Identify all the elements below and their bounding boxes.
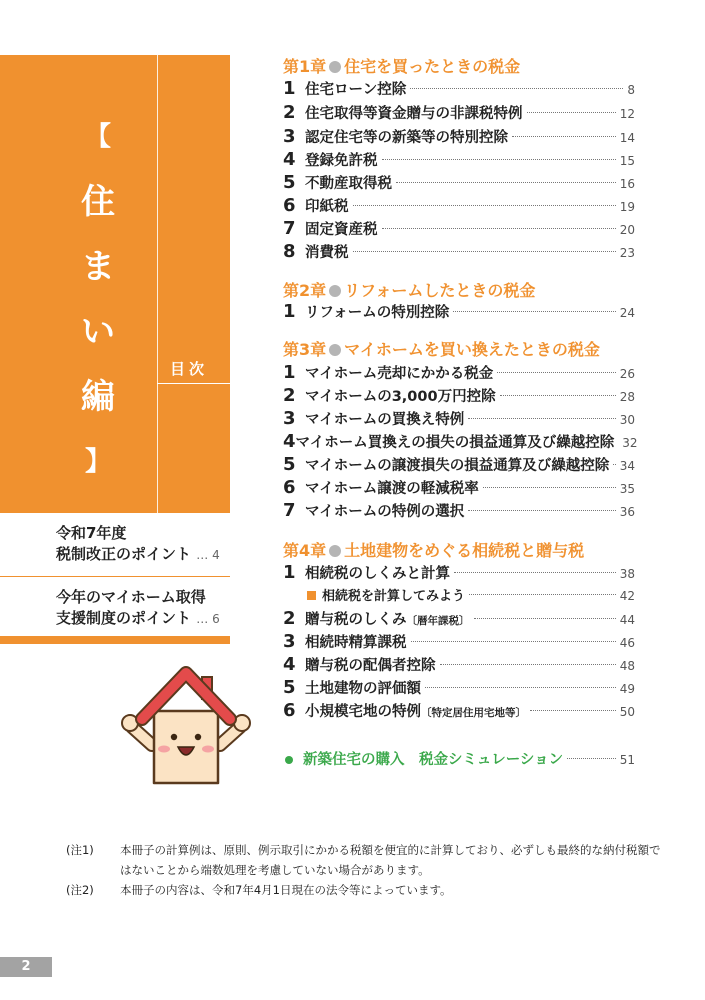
toc-item[interactable]: 4 贈与税の配偶者控除 48 [283,654,635,675]
simulation-link[interactable] [285,748,635,769]
toc-item[interactable]: 3 マイホームの買換え特例 30 [283,408,635,429]
title-char: 【 [84,122,111,152]
chapter-heading: 第4章 土地建物をめぐる相続税と贈与税 [283,541,585,560]
toc-item[interactable]: 8 消費税 23 [283,241,635,262]
note-label: (注2) [66,883,94,897]
bullet-icon [329,344,341,356]
page-ref: … 4 [196,548,220,562]
green-dot-icon [285,756,293,764]
toc-item[interactable]: 1 住宅ローン控除 8 [283,78,635,99]
note-label: (注1) [66,843,94,857]
bullet-icon [329,545,341,557]
point-title: 税制改正のポイント [56,545,192,563]
divider [0,636,230,644]
toc-item[interactable]: 1 リフォームの特別控除 24 [283,301,635,322]
note-text: 本冊子の計算例は、原則、例示取引にかかる税額を便宜的に計算しており、必ずしも最終的な納付税額で [120,843,661,857]
toc-item[interactable]: 7 固定資産税 20 [283,218,635,239]
toc-label: 目次 [170,360,209,378]
chapter-heading: 第1章 住宅を買ったときの税金 [283,57,521,76]
point-title: 支援制度のポイント [56,609,192,627]
toc-item[interactable]: 2 マイホームの3,000万円控除 28 [283,385,635,406]
bullet-icon [329,61,341,73]
divider [157,383,230,384]
toc-item[interactable]: 6 印紙税 19 [283,195,635,216]
title-char: ま [81,247,115,287]
chapter-heading: 第3章 マイホームを買い換えたときの税金 [283,340,600,359]
toc-item[interactable]: 相続税を計算してみよう 42 [283,585,635,607]
page-number: 2 [0,957,52,977]
note-text: はないことから端数処理を考慮していない場合があります。 [120,863,430,877]
toc-item[interactable]: 2 贈与税のしくみ 〔暦年課税〕 44 [283,608,635,629]
page-ref: 51 [619,753,635,767]
toc-item[interactable]: 6 小規模宅地の特例 〔特定居住用宅地等〕 50 [283,700,635,721]
chapter-heading: 第2章 リフォームしたときの税金 [283,281,536,300]
square-bullet-icon [307,591,316,600]
simulation-title: 新築住宅の購入 税金シミュレーション [303,752,564,768]
footnotes [66,840,661,900]
toc-item[interactable]: 2 住宅取得等資金贈与の非課税特例 12 [283,102,635,123]
point-link[interactable] [56,587,234,630]
toc-item[interactable]: 1 相続税のしくみと計算 38 [283,562,635,583]
toc-item[interactable]: 7 マイホームの特例の選択 36 [283,500,635,521]
side-panel [0,55,230,513]
toc-item[interactable]: 4 登録免許税 15 [283,149,635,170]
point-title: 今年のマイホーム取得 [56,588,206,606]
point-title: 令和7年度 [56,524,127,542]
point-link[interactable] [56,523,234,566]
divider [0,576,230,577]
toc-item[interactable]: 4 マイホーム買換えの損失の損益通算及び繰越控除 32 [283,431,638,452]
note-text: 本冊子の内容は、令和7年4月1日現在の法令等によっています。 [120,883,452,897]
house-mascot-illustration [118,663,254,791]
section-title [58,105,138,495]
toc-item[interactable]: 5 マイホームの譲渡損失の損益通算及び繰越控除 34 [283,454,635,475]
toc-item[interactable]: 5 土地建物の評価額 49 [283,677,635,698]
title-char: 】 [84,447,111,477]
toc-item[interactable]: 1 マイホーム売却にかかる税金 26 [283,362,635,383]
toc-item[interactable]: 6 マイホーム譲渡の軽減税率 35 [283,477,635,498]
bullet-icon [329,285,341,297]
title-char: 編 [81,377,115,417]
title-char: 住 [81,182,115,222]
toc-item[interactable]: 3 認定住宅等の新築等の特別控除 14 [283,126,635,147]
title-char: い [81,312,115,352]
divider [157,55,158,513]
toc-item[interactable]: 3 相続時精算課税 46 [283,631,635,652]
page-ref: … 6 [196,612,220,626]
toc-item[interactable]: 5 不動産取得税 16 [283,172,635,193]
